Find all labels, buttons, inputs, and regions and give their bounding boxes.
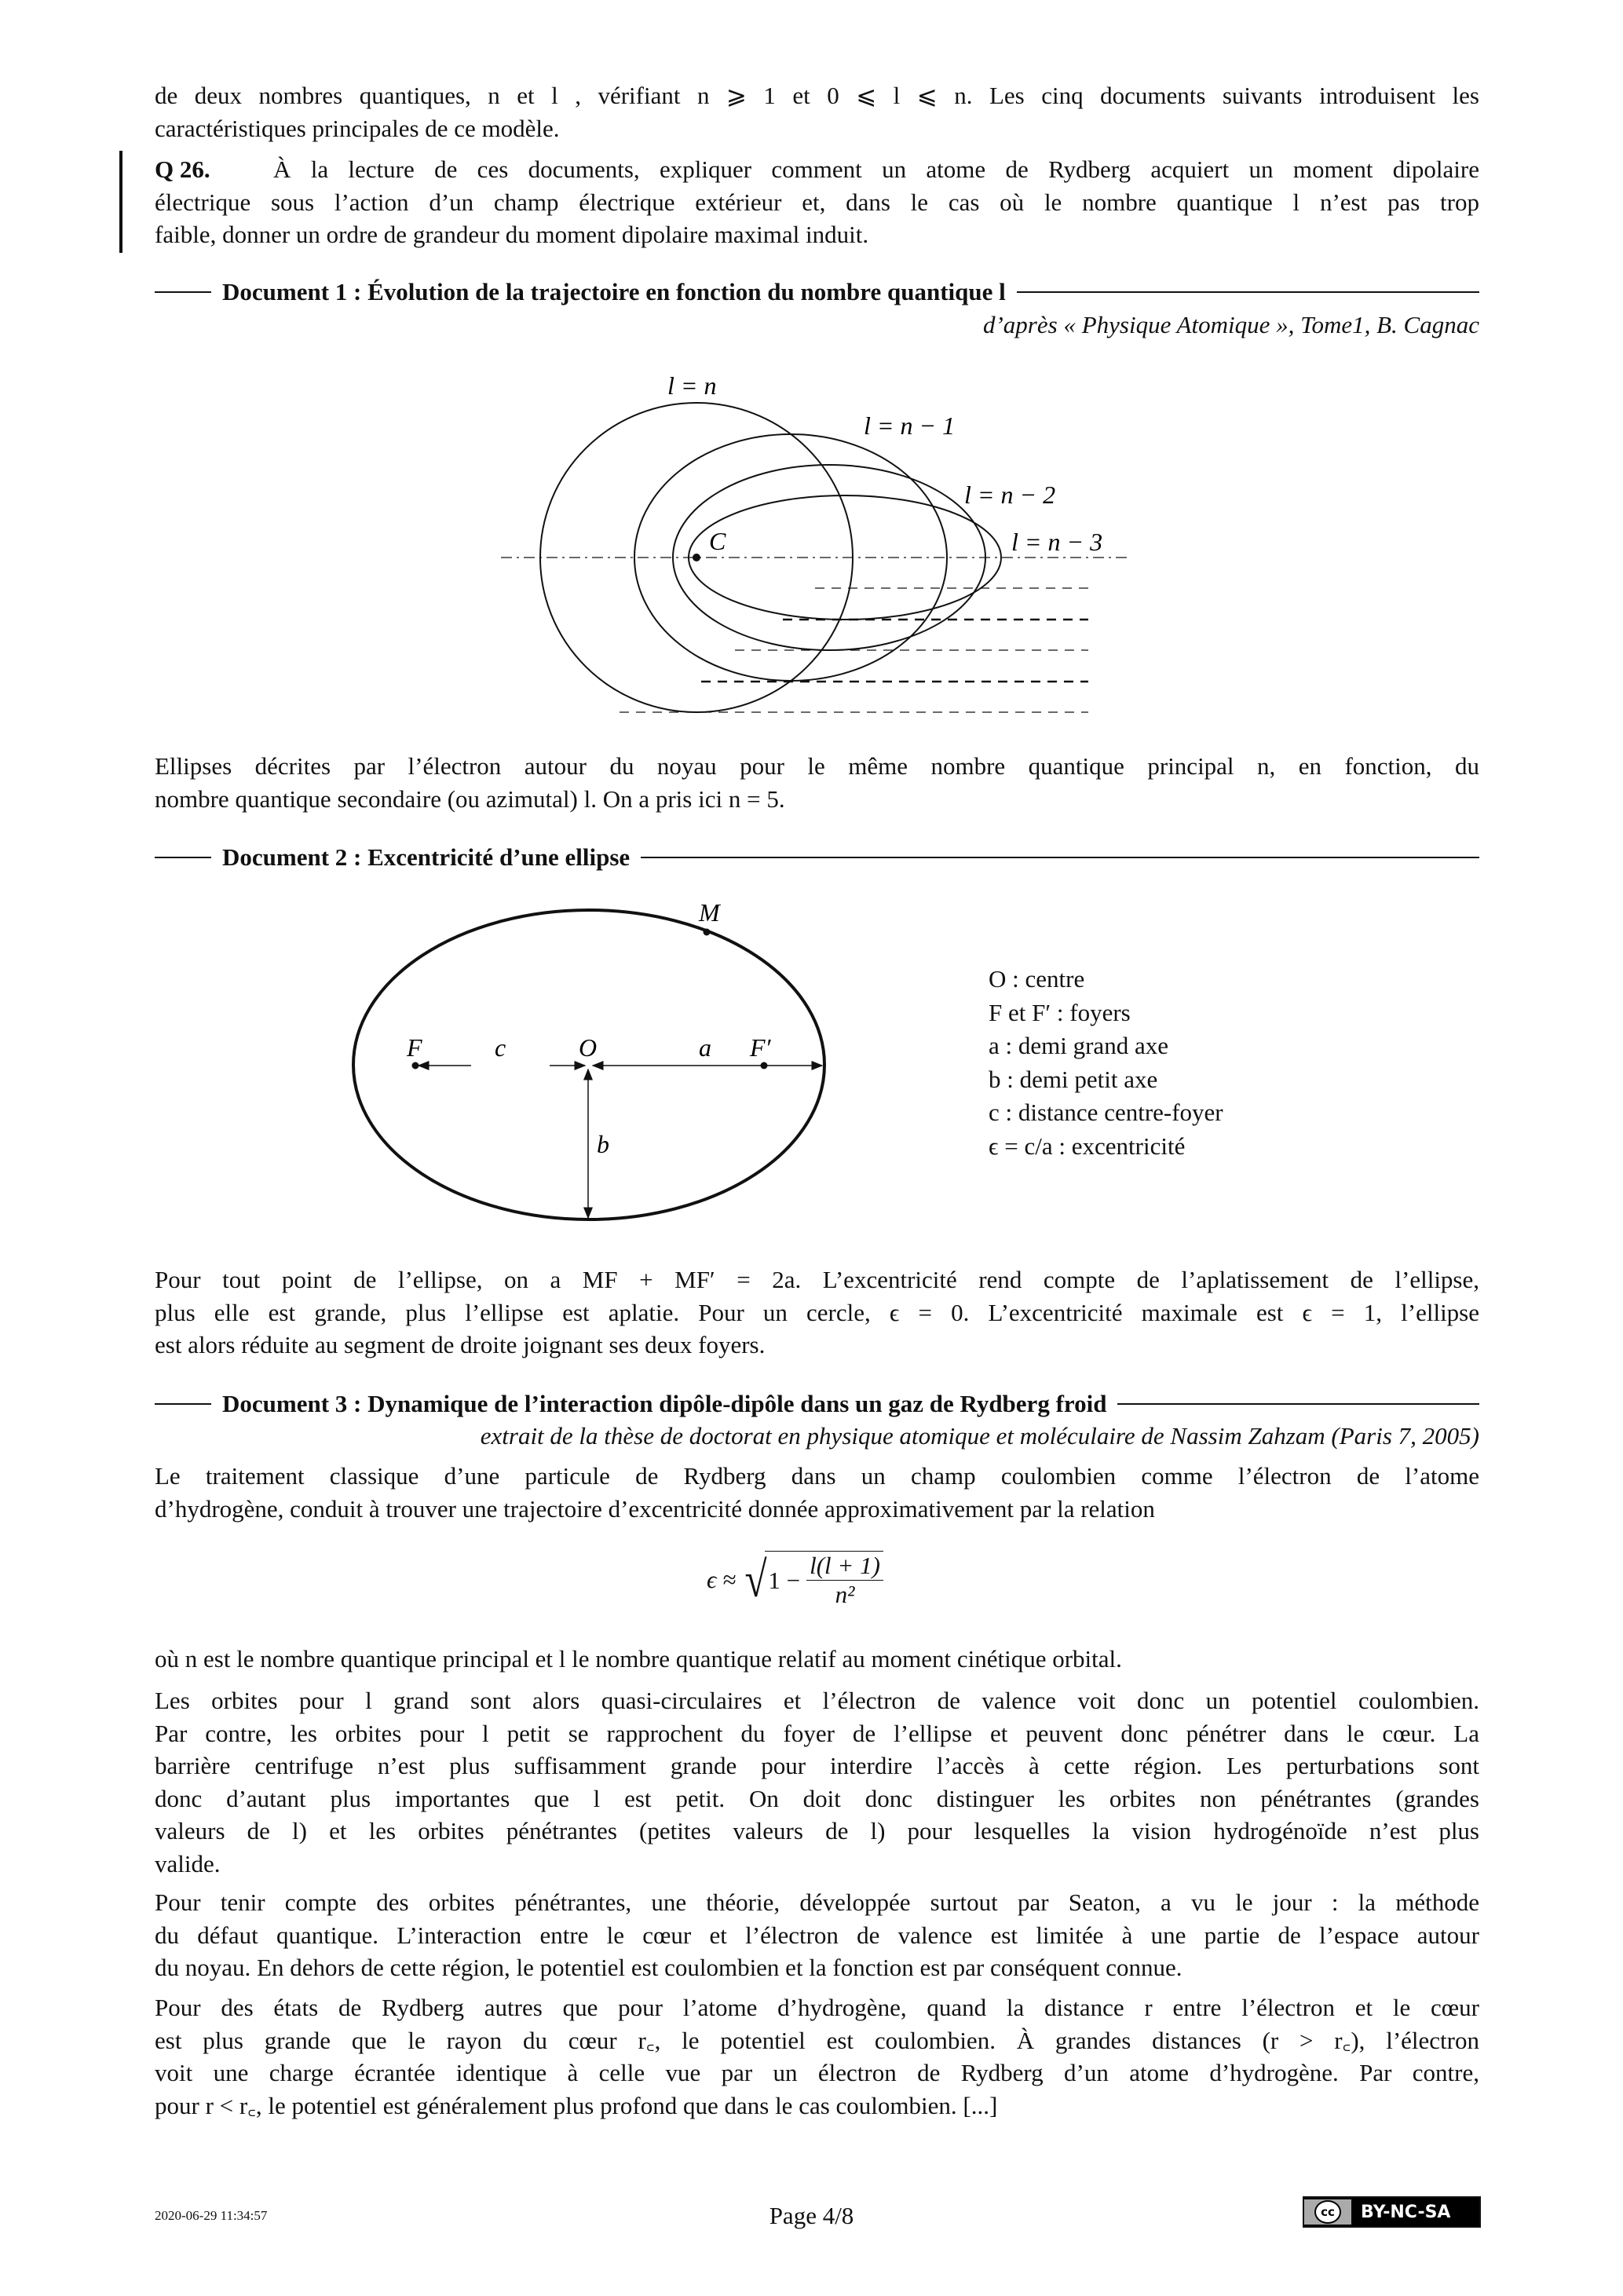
formula-one: 1 −: [768, 1566, 801, 1594]
legend-item: ϵ = c/a : excentricité: [989, 1132, 1186, 1160]
doc3-paragraph-1: [155, 1460, 1479, 1525]
radical-sign-icon: √: [744, 1552, 767, 1607]
fraction-numerator: l(l + 1): [806, 1552, 883, 1581]
square-root: [742, 1551, 883, 1609]
legend-item: b : demi petit axe: [989, 1065, 1158, 1093]
label-l-n-3: l = n − 3: [1011, 528, 1103, 556]
doc3-header: [155, 1388, 1479, 1420]
text-line: Les orbites pour l grand sont alors quasi-circulaires et l’électron de valence voit donc un potentiel coulombien.: [155, 1687, 1479, 1714]
cc-logo-text: cc: [1314, 2200, 1341, 2224]
label-l-n-1: l = n − 1: [864, 411, 956, 440]
text-line: du défaut quantique. L’interaction entre le cœur et l’électron de valence est limitée à une partie de l’espace autour: [155, 1921, 1479, 1949]
doc1-source: d’après « Physique Atomique », Tome1, B. Cagnac: [982, 311, 1479, 338]
text-line: électrique sous l’action d’un champ électrique extérieur et, dans le cas où le nombre quantique l n’est pas trop: [155, 188, 1479, 216]
text-line: faible, donner un ordre de grandeur du moment dipolaire maximal induit.: [155, 221, 869, 248]
ellipse-figure: [0, 864, 1623, 1241]
text-line: de deux nombres quantiques, n et l , vérifiant n ⩾ 1 et 0 ⩽ l ⩽ n. Les cinq documents suivants introduisent les: [155, 82, 1479, 109]
doc2-text: [155, 1263, 1479, 1362]
header-rule: [155, 1403, 211, 1405]
doc3-paragraph-4: [155, 1886, 1479, 1984]
center-label: C: [709, 527, 726, 555]
header-rule: [1117, 1403, 1479, 1405]
fraction-denominator: n²: [835, 1581, 855, 1608]
text-line: voit une charge écrantée identique à celle vue par un électron de Rydberg d’un atome d’hydrogène. Par contre,: [155, 2059, 1479, 2086]
text-line: donc d’autant plus importantes que l est petit. On doit donc distinguer les orbites non pénétrantes (grandes: [155, 1784, 1479, 1812]
page-number: Page 4/8: [769, 2202, 854, 2229]
orbit-ellipses-figure: [0, 0, 1623, 785]
text-line: est plus grande que le rayon du cœur r꜀, le potentiel est coulombien. À grandes distances (r > r꜀), l’électron: [155, 2026, 1479, 2054]
label-c: c: [495, 1033, 506, 1062]
text-line: Pour tout point de l’ellipse, on a MF + MF′ = 2a. L’excentricité rend compte de l’aplatissement de l’ellipse,: [155, 1266, 1479, 1293]
doc3-title: Document 3 : Dynamique de l’interaction dipôle-dipôle dans un gaz de Rydberg froid: [222, 1390, 1107, 1417]
text-line: valeurs de l) et les orbites pénétrantes (petites valeurs de l) pour lesquelles la vision hydrogénoïde n’est plus: [155, 1817, 1479, 1844]
text-line: Le traitement classique d’une particule de Rydberg dans un champ coulombien comme l’électron de l’atome: [155, 1462, 1479, 1490]
formula-lhs: ϵ ≈: [707, 1566, 737, 1593]
label-f: F: [407, 1033, 422, 1062]
text-line: d’hydrogène, conduit à trouver une trajectoire d’excentricité donnée approximativement par la relation: [155, 1494, 1155, 1523]
text-line: Ellipses décrites par l’électron autour du noyau pour le même nombre quantique principal n, en fonction, du: [155, 752, 1479, 780]
radicand: [765, 1551, 883, 1609]
label-m: M: [699, 898, 720, 927]
doc3-source: extrait de la thèse de doctorat en physique atomique et moléculaire de Nassim Zahzam (Paris 7, 2005): [480, 1422, 1479, 1450]
cc-logo-icon: [1304, 2199, 1351, 2225]
text-line: Par contre, les orbites pour l petit se rapprochent du foyer de l’ellipse et peuvent donc pénétrer dans le cœur. La: [155, 1719, 1479, 1747]
text-line: plus elle est grande, plus l’ellipse est aplatie. Pour un cercle, ϵ = 0. L’excentricité maximale est ϵ = 1, l’ellipse: [155, 1298, 1479, 1326]
label-l-n-2: l = n − 2: [964, 481, 1056, 509]
eccentricity-formula: [707, 1551, 883, 1609]
text-line: nombre quantique secondaire (ou azimutal) l. On a pris ici n = 5.: [155, 784, 785, 813]
text-line: À la lecture de ces documents, expliquer comment un atome de Rydberg acquiert un moment dipolaire: [273, 155, 1479, 183]
ellipse-legend: [989, 963, 1223, 1163]
legend-item: c : distance centre-foyer: [989, 1099, 1223, 1126]
focus-f-prime: [761, 1062, 768, 1069]
center-point: [693, 554, 700, 561]
question-label: Q 26.: [155, 155, 210, 183]
legend-item: F et F′ : foyers: [989, 998, 1131, 1026]
label-b: b: [597, 1130, 609, 1158]
doc3-paragraph-2: [155, 1643, 1479, 1676]
text-line: Pour tenir compte des orbites pénétrantes, une théorie, développée surtout par Seaton, a vu le jour : la méthode: [155, 1888, 1479, 1916]
text-line: Pour des états de Rydberg autres que pour l’atome d’hydrogène, quand la distance r entre l’électron et le cœur: [155, 1994, 1479, 2021]
label-f-prime: F′: [750, 1033, 771, 1062]
doc3-paragraph-5: [155, 1991, 1479, 2122]
label-a: a: [699, 1033, 711, 1062]
header-rule: [641, 857, 1479, 858]
ellipse: [353, 910, 824, 1219]
text-line: du noyau. En dehors de cette région, le potentiel est coulombien et la fonction est par conséquent connue.: [155, 1954, 1183, 1981]
legend-item: O : centre: [989, 965, 1085, 993]
focus-f: [412, 1062, 419, 1069]
text-line: est alors réduite au segment de droite joignant ses deux foyers.: [155, 1331, 766, 1358]
legend-item: a : demi grand axe: [989, 1032, 1168, 1059]
cc-license-badge: [1303, 2196, 1481, 2228]
point-m: [704, 929, 711, 936]
label-l-n: l = n: [667, 371, 717, 400]
text-line: pour r < r꜀, le potentiel est généralement plus profond que dans le cas coulombien. [...]: [155, 2091, 998, 2119]
fraction: [806, 1552, 883, 1609]
doc1-caption: [155, 750, 1479, 815]
text-line: barrière centrifuge n’est plus suffisamment grande pour interdire l’accès à cette région. Les perturbations sont: [155, 1752, 1479, 1779]
doc1-title: Document 1 : Évolution de la trajectoire en fonction du nombre quantique l: [222, 278, 1006, 305]
text-line: valide.: [155, 1849, 221, 1877]
footer-timestamp: 2020-06-29 11:34:57: [155, 2208, 268, 2223]
text-line: où n est le nombre quantique principal et l le nombre quantique relatif au moment cinétique orbital.: [155, 1645, 1122, 1673]
doc3-paragraph-3: [155, 1684, 1479, 1880]
text-line: caractéristiques principales de ce modèle.: [155, 114, 560, 142]
doc2-title: Document 2 : Excentricité d’une ellipse: [222, 843, 631, 871]
license-text: BY-NC-SA: [1361, 2202, 1451, 2222]
label-o: O: [579, 1033, 598, 1062]
header-rule: [155, 857, 211, 858]
